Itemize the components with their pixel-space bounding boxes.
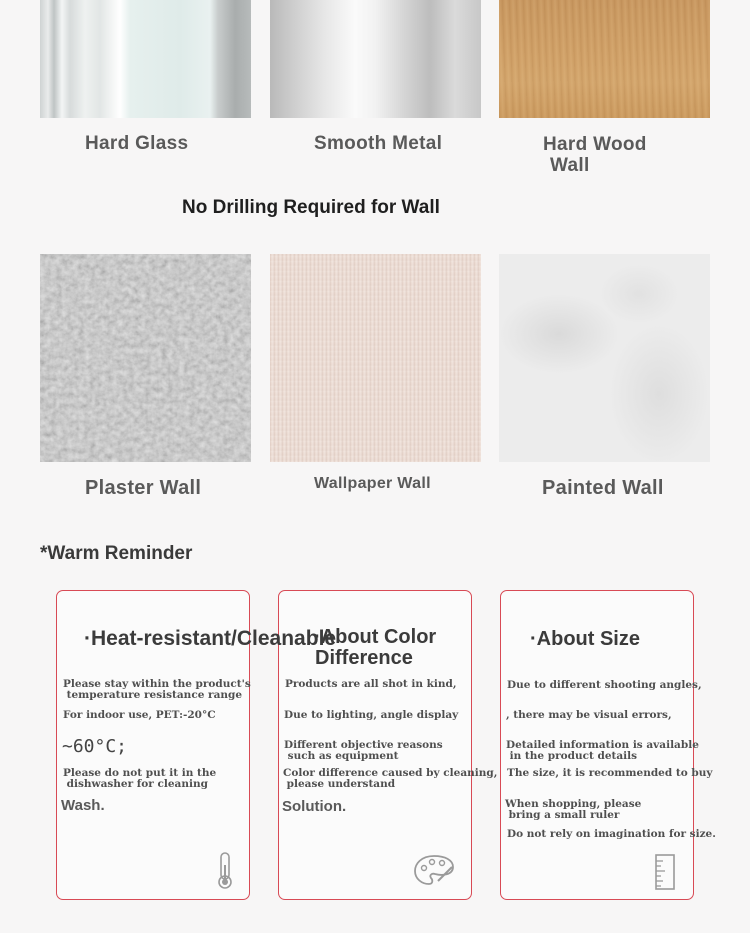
ruler-icon (652, 853, 678, 896)
card2-line1: Products are all shot in kind, (285, 678, 457, 690)
plaster-texture (40, 254, 251, 462)
card3-line5: When shopping, please bring a small ruler (505, 798, 642, 821)
card1-line2: For indoor use, PET:-20°C (63, 709, 216, 721)
hard-wood-label-line2: Wall (550, 155, 590, 176)
wallpaper-wall-swatch (270, 254, 481, 462)
card3-line1: Due to different shooting angles, (507, 679, 702, 691)
card1-temp-max: ~60°C; (62, 736, 128, 757)
card1-line4: Please do not put it in the dishwasher for cleaning (63, 767, 217, 790)
plaster-wall-label: Plaster Wall (85, 477, 202, 499)
warm-reminder-heading: *Warm Reminder (40, 543, 193, 564)
hard-wood-swatch (499, 0, 710, 118)
card2-line4: Color difference caused by cleaning, please understand (283, 767, 498, 790)
card1-line5: Wash. (61, 797, 105, 814)
card2-title-line2: Difference (315, 647, 413, 669)
card2-line5: Solution. (282, 798, 347, 815)
thermometer-icon (212, 851, 238, 896)
card3-line2: , there may be visual errors, (506, 709, 672, 721)
painted-wall-swatch (499, 254, 710, 462)
no-drilling-heading: No Drilling Required for Wall (182, 197, 440, 218)
smooth-metal-label: Smooth Metal (314, 133, 443, 154)
hard-wood-label: Hard Wood (543, 134, 647, 155)
palette-icon (412, 853, 456, 892)
wallpaper-wall-label: Wallpaper Wall (314, 475, 431, 492)
card3-line6: Do not rely on imagination for size. (507, 828, 716, 840)
card1-line1: Please stay within the product's temperature resistance range (63, 678, 251, 701)
card3-line4: The size, it is recommended to buy (507, 767, 713, 779)
card1-title: ·Heat-resistant/Cleanable (84, 627, 337, 650)
card3-title: ·About Size (530, 628, 640, 650)
smooth-metal-swatch (270, 0, 481, 118)
hard-glass-swatch (40, 0, 251, 118)
painted-wall-label: Painted Wall (542, 477, 664, 499)
card3-line3: Detailed information is available in the product details (506, 739, 699, 762)
card2-title: ·About Color (314, 626, 437, 648)
card2-line3: Different objective reasons such as equipment (284, 739, 443, 762)
hard-glass-label: Hard Glass (85, 133, 189, 154)
card2-line2: Due to lighting, angle display (284, 709, 459, 721)
plaster-wall-swatch (40, 254, 251, 462)
about-size-card (500, 590, 716, 900)
